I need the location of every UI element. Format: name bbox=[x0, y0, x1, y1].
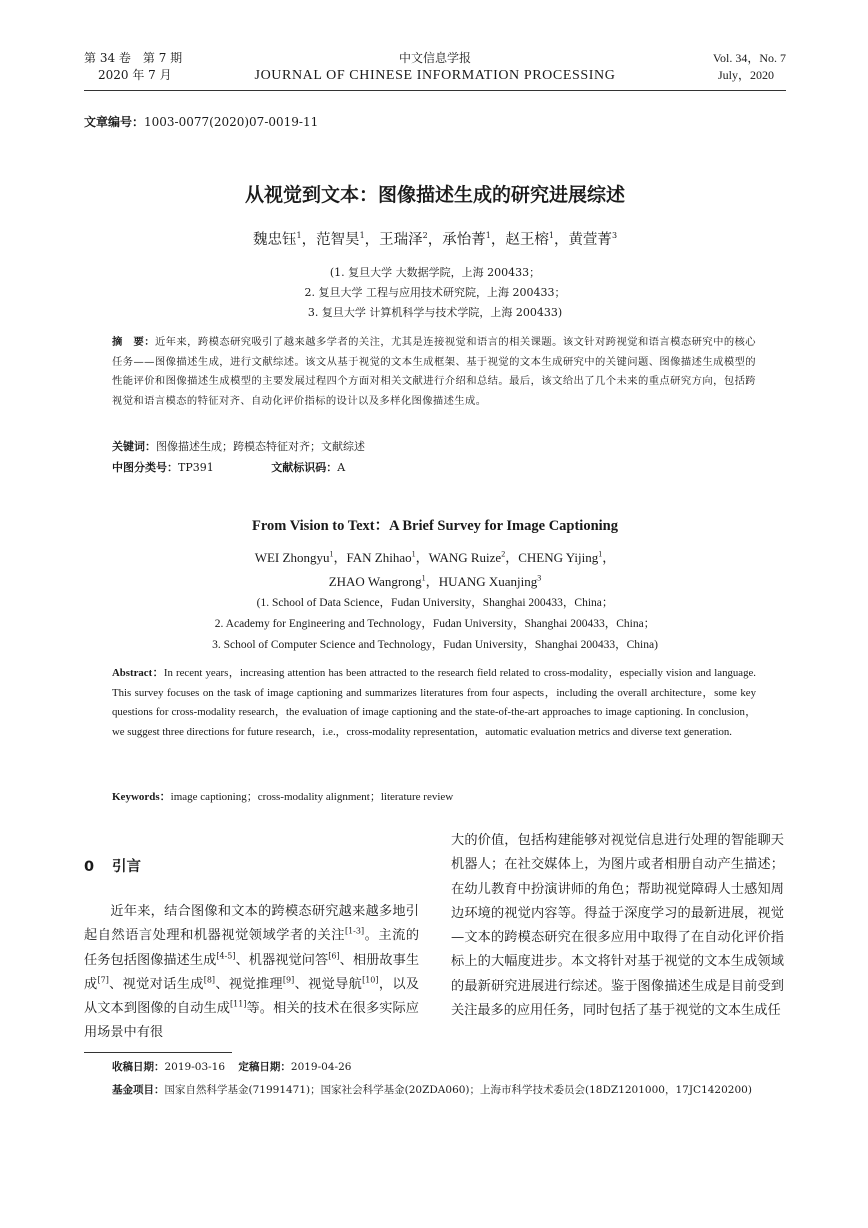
title-en: From Vision to Text：A Brief Survey for Image Captioning bbox=[252, 518, 618, 534]
author-sup: 1 bbox=[359, 231, 365, 241]
keywords-cn-text: 图像描述生成；跨模态特征对齐；文献综述 bbox=[156, 440, 365, 453]
author-sup: 2 bbox=[501, 549, 506, 559]
section-heading bbox=[84, 855, 141, 876]
classification-cn bbox=[112, 459, 345, 475]
body-text: 、视觉导航 bbox=[294, 976, 363, 992]
abstract-cn-label: 摘 要： bbox=[112, 336, 155, 348]
affiliation-en: 3. School of Computer Science and Technology，Fudan University，Shanghai 200433，China) bbox=[212, 639, 658, 651]
accepted-date: 2019-04-26 bbox=[290, 1061, 352, 1073]
author-sup: 1 bbox=[421, 573, 426, 583]
funding-label: 基金项目： bbox=[112, 1084, 165, 1096]
author-cn: 王瑞泽 bbox=[379, 232, 423, 248]
author-sup: 1 bbox=[411, 549, 416, 559]
body-text: 、机器视觉问答 bbox=[235, 952, 329, 968]
body-text: 等。相关的技术在很多实际应用场景中有很 bbox=[84, 1001, 419, 1041]
date-cn: 2020 年 7 月 bbox=[98, 68, 172, 82]
author-cn: 赵王榕 bbox=[505, 232, 549, 248]
author-separator: ， bbox=[427, 232, 443, 248]
body-text: 、相册故事生成 bbox=[84, 952, 420, 992]
affiliation-cn: 2. 复旦大学 工程与应用技术研究院，上海 200433； bbox=[304, 286, 566, 299]
author-sup: 2 bbox=[422, 231, 428, 241]
date-en: July，2020 bbox=[717, 68, 774, 82]
author-cn: 范智昊 bbox=[316, 232, 360, 248]
abstract-en-text: In recent years，increasing attention has been attracted to the research field related to cross-modality，especially vision and language. This survey focuses on the task of image captioning and summarizes literatures from four aspects，including the overall architecture，some key questions for cross-modality research，the evaluation of image captioning and the state-of-the-art approaches to image captioning. In conclusion，we suggest three directions for future research，i.e.，cross-modality representation，automatic evaluation metrics and diverse text generation. bbox=[112, 667, 757, 738]
citation[interactable]: [4-5] bbox=[216, 951, 236, 961]
author-separator: ， bbox=[301, 232, 317, 248]
header-volume-cn bbox=[84, 50, 182, 84]
body-column-left bbox=[84, 900, 419, 1046]
header-journal bbox=[200, 50, 670, 84]
authors-en-line-2: ZHAO Wangrong$^1$，HUANG Xuanjing$^3$ bbox=[328, 573, 542, 589]
author-en: CHENG Yijing bbox=[518, 550, 599, 565]
clc-value: TP391 bbox=[178, 461, 214, 474]
received-label: 收稿日期： bbox=[112, 1061, 165, 1073]
affiliation-cn: 3. 复旦大学 计算机科学与技术学院，上海 200433) bbox=[307, 306, 563, 319]
body-column-right bbox=[451, 829, 784, 1023]
citation[interactable]: [10] bbox=[362, 975, 379, 985]
volume-issue-cn: 第 34 卷 第 7 期 bbox=[84, 51, 183, 65]
author-sup: 1 bbox=[548, 231, 554, 241]
article-number-value: 1003-0077(2020)07-0019-11 bbox=[144, 115, 319, 129]
footnote-dates bbox=[112, 1059, 351, 1074]
body-paragraph: 大的价值，包括构建能够对视觉信息进行处理的智能聊天机器人；在社交媒体上，为图片或者相册自动产生描述；在幼儿教育中扮演讲师的角色；帮助视觉障碍人士感知周边环境的视觉内容等。得益于深度学习的最新进展，视觉—文本的跨模态研究在很多应用中取得了在自动化评价指标上的大幅度进步。本文将针对基于视觉的文本生成领域的最新研究进展进行综述。鉴于图像描述生成是目前受到关注最多的应用任务，同时包括了基于视觉的文本生成任 bbox=[451, 833, 784, 1019]
author-en: WANG Ruize bbox=[428, 550, 502, 565]
title-cn: 从视觉到文本：图像描述生成的研究进展综述 bbox=[244, 184, 625, 206]
affiliations-cn bbox=[84, 263, 786, 323]
author-sup: 1 bbox=[296, 231, 302, 241]
doc-code-label: 文献标识码： bbox=[271, 461, 338, 474]
authors-en-line-1: WEI Zhongyu$^1$，FAN Zhihao$^1$，WANG Ruize$^2$，CHENG Yijing$^1$， bbox=[254, 549, 616, 565]
citation[interactable]: [1-3] bbox=[344, 926, 365, 936]
journal-name-en: JOURNAL OF CHINESE INFORMATION PROCESSING bbox=[254, 68, 616, 83]
author-separator: ， bbox=[490, 232, 506, 248]
author-sup: 3 bbox=[611, 231, 618, 241]
citation[interactable]: [7] bbox=[97, 975, 109, 985]
header-volume-en bbox=[713, 50, 786, 84]
accepted-label: 定稿日期： bbox=[238, 1061, 291, 1073]
footnote-funding bbox=[84, 1080, 786, 1100]
abstract-en-label: Abstract： bbox=[112, 667, 164, 679]
author-cn: 魏忠钰 bbox=[252, 232, 297, 248]
author-separator: ， bbox=[553, 232, 569, 248]
funding-text: 国家自然科学基金(71991471)；国家社会科学基金(20ZDA060)；上海市科学技术委员会(18DZ1201000，17JC1420200) bbox=[164, 1084, 752, 1096]
body-text: 、视觉推理 bbox=[215, 976, 283, 992]
header-rule bbox=[84, 90, 786, 91]
keywords-en-label: Keywords： bbox=[112, 791, 171, 803]
author-cn: 承怡菁 bbox=[442, 232, 486, 248]
citation[interactable]: [6] bbox=[328, 951, 340, 961]
journal-name-cn: 中文信息学报 bbox=[398, 51, 471, 65]
authors-en bbox=[84, 546, 786, 594]
abstract-cn bbox=[112, 333, 756, 411]
body-text: ，以及从文本到图像的自动生成 bbox=[84, 976, 420, 1017]
volume-issue-en: Vol. 34，No. 7 bbox=[712, 51, 786, 65]
author-en: HUANG Xuanjing bbox=[438, 574, 538, 589]
affiliation-en: 2. Academy for Engineering and Technology，Fudan University，Shanghai 200433，China； bbox=[214, 618, 656, 630]
body-paragraph bbox=[84, 900, 419, 1046]
body-text: 近年来，结合图像和文本的跨模态研究越来越多地引起自然语言处理和机器视觉领域学者的关注 bbox=[84, 904, 419, 944]
author-en: FAN Zhihao bbox=[346, 550, 412, 565]
doc-code-value: A bbox=[337, 461, 346, 474]
section-number: 0 bbox=[84, 859, 95, 875]
affiliations-en bbox=[84, 593, 786, 656]
author-sup: 1 bbox=[598, 549, 603, 559]
author-en: WEI Zhongyu bbox=[254, 550, 330, 565]
abstract-en bbox=[112, 664, 756, 742]
author-sup: 1 bbox=[329, 549, 334, 559]
article-number-label: 文章编号： bbox=[84, 115, 145, 129]
author-en: ZHAO Wangrong bbox=[328, 574, 422, 589]
affiliation-cn: (1. 复旦大学 大数据学院，上海 200433； bbox=[329, 266, 541, 279]
keywords-cn-label: 关键词： bbox=[112, 440, 156, 453]
affiliation-en: (1. School of Data Science，Fudan University，Shanghai 200433，China； bbox=[256, 597, 614, 609]
received-date: 2019-03-16 bbox=[164, 1061, 226, 1073]
body-text: 。主流的任务包括图像描述生成 bbox=[84, 928, 420, 968]
citation[interactable]: [9] bbox=[282, 975, 295, 985]
footnote-rule bbox=[84, 1052, 232, 1053]
citation[interactable]: [11] bbox=[230, 999, 247, 1009]
author-sup: 3 bbox=[537, 573, 542, 583]
citation[interactable]: [8] bbox=[203, 975, 216, 985]
keywords-cn bbox=[112, 438, 365, 454]
abstract-cn-text: 近年来，跨模态研究吸引了越来越多学者的关注，尤其是连接视觉和语言的相关课题。该文针对跨视觉和语言模态研究中的核心任务——图像描述生成，进行文献综述。该文从基于视觉的文本生成框架、基于视觉的文本生成研究中的关键问题、图像描述生成模型的性能评价和图像描述生成模型的主要发展过程四个方面对相关文献进行介绍和总结。最后，该文给出了几个未来的重点研究方向，包括跨视觉和语言模态的特征对齐、自动化评价指标的设计以及多样化图像描述生成。 bbox=[112, 336, 756, 407]
authors-cn bbox=[84, 228, 786, 249]
body-text: 、视觉对话生成 bbox=[108, 976, 204, 992]
article-number bbox=[84, 113, 318, 130]
keywords-en bbox=[112, 788, 453, 804]
author-sup: 1 bbox=[485, 231, 491, 241]
clc-label: 中图分类号： bbox=[112, 461, 178, 474]
section-title: 引言 bbox=[112, 859, 141, 875]
keywords-en-text: image captioning；cross-modality alignment；literature review bbox=[170, 791, 454, 803]
author-cn: 黄萱菁 bbox=[568, 232, 612, 248]
author-separator: ， bbox=[364, 232, 380, 248]
